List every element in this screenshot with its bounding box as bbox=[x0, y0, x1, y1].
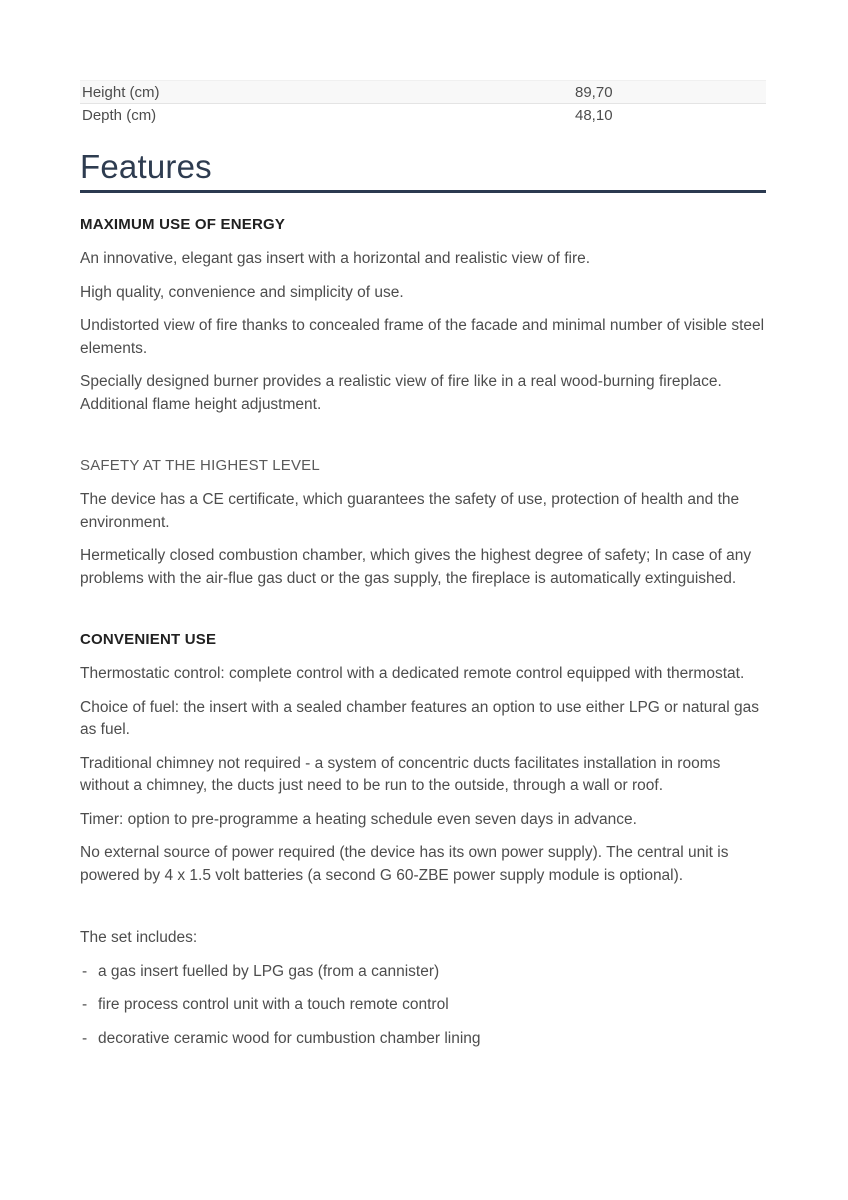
spec-row-height bbox=[80, 81, 766, 104]
spec-value: 89,70 bbox=[575, 83, 613, 101]
set-includes-intro: The set includes: bbox=[80, 929, 198, 946]
spec-label: Height (cm) bbox=[82, 83, 160, 101]
paragraph: No external source of power required (the device has its own power supply). The central unit is powered by 4 x 1.5 volt batteries (a second G 60-ZBE power supply module is optional). bbox=[80, 844, 729, 884]
paragraph: Choice of fuel: the insert with a sealed chamber features an option to use either LPG or natural gas as fuel. bbox=[80, 698, 759, 738]
section-heading: CONVENIENT USE bbox=[80, 631, 217, 648]
paragraph: Traditional chimney not required - a system of concentric ducts facilitates installation in rooms without a chimney, the ducts just need to be run to the outside, through a wall or roof. bbox=[80, 754, 721, 794]
section-convenient-use bbox=[80, 630, 766, 887]
list-item-text: a gas insert fuelled by LPG gas (from a cannister) bbox=[98, 962, 440, 980]
paragraph: An innovative, elegant gas insert with a horizontal and realistic view of fire. bbox=[80, 250, 591, 267]
paragraph: The device has a CE certificate, which guarantees the safety of use, protection of health and the environment. bbox=[80, 491, 740, 531]
section-heading: MAXIMUM USE OF ENERGY bbox=[80, 216, 286, 233]
list-item bbox=[80, 994, 766, 1017]
section-safety-at-the-highest-level bbox=[80, 456, 766, 590]
spec-label: Depth (cm) bbox=[82, 107, 157, 124]
spec-table bbox=[80, 80, 766, 127]
list-item bbox=[80, 1028, 766, 1051]
section-maximum-use-of-energy bbox=[80, 215, 766, 416]
paragraph: Thermostatic control: complete control with a dedicated remote control equipped with thermostat. bbox=[80, 665, 745, 682]
paragraph: High quality, convenience and simplicity of use. bbox=[80, 283, 404, 301]
section-heading: SAFETY AT THE HIGHEST LEVEL bbox=[80, 457, 320, 474]
paragraph: Specially designed burner provides a realistic view of fire like in a real wood-burning fireplace. Additional flame height adjustment. bbox=[80, 373, 722, 413]
dash-bullet: - bbox=[82, 1029, 88, 1047]
list-item-text: fire process control unit with a touch remote control bbox=[98, 996, 449, 1013]
list-item bbox=[80, 961, 766, 984]
paragraph: Undistorted view of fire thanks to concealed frame of the facade and minimal number of visible steel elements. bbox=[80, 317, 765, 357]
spec-value: 48,10 bbox=[575, 107, 613, 124]
spec-row-depth bbox=[80, 104, 766, 127]
paragraph: Timer: option to pre-programme a heating schedule even seven days in advance. bbox=[80, 810, 637, 828]
features-divider bbox=[80, 190, 766, 193]
set-includes bbox=[80, 927, 766, 1050]
set-includes-list bbox=[80, 961, 766, 1051]
list-item-text: decorative ceramic wood for cumbustion chamber lining bbox=[98, 1029, 481, 1047]
dash-bullet: - bbox=[82, 962, 88, 980]
features-title: Features bbox=[80, 148, 212, 185]
paragraph: Hermetically closed combustion chamber, which gives the highest degree of safety; In case of any problems with the air-flue gas duct or the gas supply, the fireplace is automatically extinguished. bbox=[80, 547, 752, 587]
dash-bullet: - bbox=[82, 996, 88, 1013]
